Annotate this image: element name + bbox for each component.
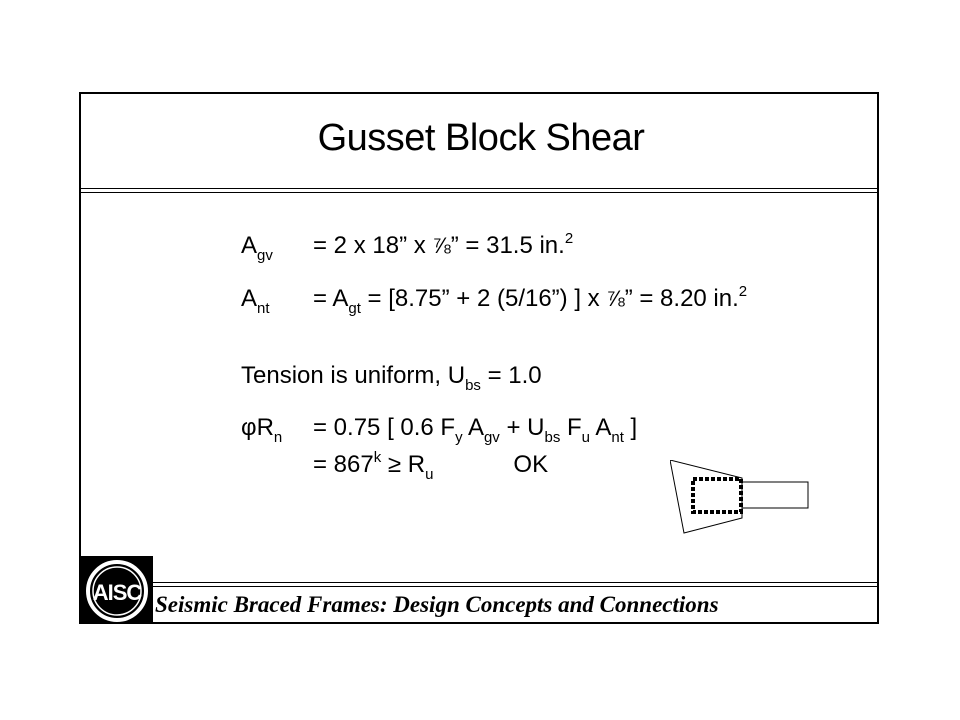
equation-ant-agt-sub: gt	[348, 300, 361, 317]
brace-member-outline	[742, 482, 808, 508]
equation-ant-agt: = A	[313, 285, 349, 312]
equation-agv	[241, 230, 573, 262]
tension-sub: bs	[465, 377, 481, 394]
aisc-logo-icon	[81, 556, 153, 624]
footer-caption: Seismic Braced Frames: Design Concepts and Connections	[155, 592, 719, 617]
aisc-logo	[81, 556, 153, 624]
result-comparison-sub: u	[425, 466, 434, 483]
block-shear-failure-path	[693, 479, 741, 512]
equation-ant-fraction: ⅞	[606, 286, 625, 311]
result-unit: k	[373, 449, 382, 466]
equation-result	[241, 449, 548, 481]
slide-title: Gusset Block Shear	[317, 117, 645, 159]
result-status: OK	[513, 451, 549, 478]
gusset-block-shear-diagram	[670, 460, 820, 540]
slide-frame	[79, 92, 879, 624]
result-comparison: ≥ R	[381, 451, 426, 478]
footer-divider-bottom	[81, 586, 877, 587]
equations-block	[241, 94, 861, 494]
equation-agv-fraction: ⅞	[432, 233, 451, 258]
equation-ant-symbol: $A_{nt}$	[241, 285, 270, 317]
equation-agv-exponent: 2	[564, 230, 574, 247]
equation-ant	[241, 283, 747, 315]
equation-phirn-symbol: $\varphi R_n$	[241, 414, 283, 446]
equation-agv-result: ” = 31.5 in.	[450, 232, 565, 259]
aisc-logo-text: AISC	[92, 580, 142, 605]
tension-value: = 1.0	[480, 362, 542, 389]
result-value: = 867	[313, 451, 374, 478]
equation-agv-expression: = 2 x 18” x	[313, 232, 433, 259]
equation-ant-exponent: 2	[738, 283, 748, 300]
equation-phirn: $\varphi R_n = 0.75$ [ 0.6 $F_y$ $A_{gv} + U_{bs}$ $F_u$ $A_{nt}$ ]	[241, 414, 638, 446]
equation-ant-expression: = [8.75” + 2 (5/16”) ] x	[360, 285, 607, 312]
tension-text: Tension is uniform, U	[241, 362, 466, 389]
gusset-plate-outline	[670, 460, 742, 533]
equation-ant-result: ” = 8.20 in.	[624, 285, 739, 312]
footer-divider-top	[81, 582, 877, 583]
equation-agv-symbol: $A_{gv}$	[241, 232, 273, 264]
tension-statement	[241, 360, 542, 392]
